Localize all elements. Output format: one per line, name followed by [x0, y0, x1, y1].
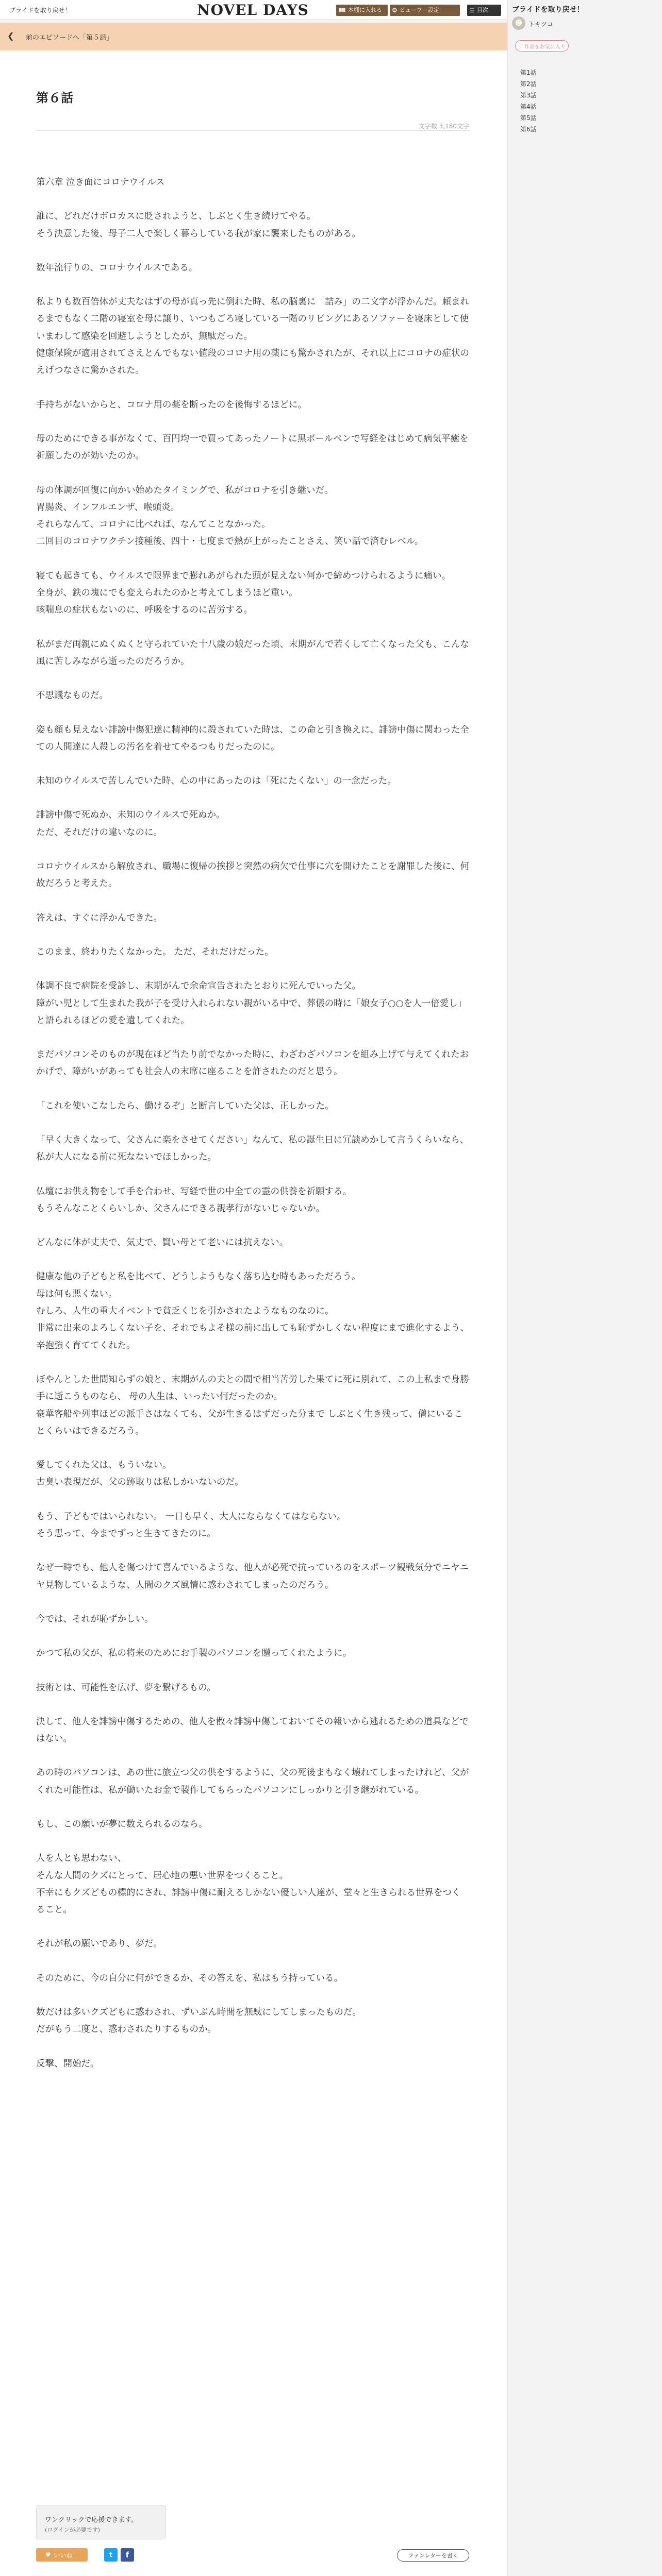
body-paragraph: 仏壇にお供え物をして手を合わせ、写経で世の中全ての霊の供養を祈願する。 もうそんなことくらいしか、父さんにできる親孝行がないじゃないか。 — [36, 1186, 352, 1214]
body-paragraph: 「これを使いこなしたら、働けるぞ」と断言していた父は、正しかった。 — [36, 1100, 334, 1111]
toc-menu-label: 目次 — [476, 7, 488, 13]
login-note: (ログインが必要です) — [45, 2527, 101, 2533]
list-icon: ☰ — [469, 7, 475, 14]
body-paragraph: このまま、終わりたくなかった。 ただ、それだけだった。 — [36, 946, 274, 957]
body-paragraph: 私よりも数百倍体が丈夫なはずの母が真っ先に倒れた時、私の脳裏に「詰み」の二文字が浮かんだ。頼まれるまでもなく二階の寝室を母に譲り、いつもごろ寝している一階のリビングにあるソファーを寝床として使いまわして感染を回避しようとしたが、無駄だった。 健康保険が適用されてさえとんでもない値段のコロナ用の薬にも驚かされたが、それ以上にコロナの症状のえげつなさに驚かされた。 — [36, 297, 469, 376]
favorite-button[interactable] — [515, 40, 569, 52]
body-paragraph: 母のためにできる事がなくて、百円均一で買ってあったノートに黒ボールペンで写経をはじめて病気平癒を祈願したのが効いたのか。 — [36, 433, 469, 462]
favorite-label: 作品をお気に入り — [524, 44, 566, 50]
episode-content — [0, 50, 507, 2576]
body-paragraph: もう、子どもではいられない。 一日も早く、大人にならなくてはならない。 そう思って、今までずっと生きてきたのに。 — [36, 1511, 346, 1539]
author-name[interactable]: トキツコ — [528, 21, 553, 28]
toc-item[interactable]: 第4話 — [520, 103, 537, 110]
body-paragraph: 「早く大きくなって、父さんに楽をさせてください」なんて、私の誕生日に冗談めかして言うくらいなら、私が大人になる前に死なないでほしかった。 — [36, 1134, 469, 1163]
book-icon: 📖 — [338, 7, 346, 14]
chevron-left-icon[interactable]: ❮ — [7, 31, 14, 41]
twitter-share-button[interactable]: t — [104, 2548, 118, 2562]
toc-menu-button[interactable] — [467, 5, 501, 16]
episode-list — [508, 67, 662, 135]
body-paragraph: 人を人とも思わない、 そんな人間のクズにとって、居心地の悪い世界をつくること。 不幸にもクズどもの標的にされ、誹謗中傷に耐えるしかない優しい人達が、堂々と生きられる世界をつくること。 — [36, 1853, 461, 1916]
body-paragraph: コロナウイルスから解放され、職場に復帰の挨拶と突然の病欠で仕事に穴を開けたことを謝罪した後に、何故だろうと考えた。 — [36, 861, 469, 889]
body-paragraph: 愛してくれた父は、もういない。 古臭い表現だが、父の跡取りは私しかいないのだ。 — [36, 1460, 244, 1488]
body-paragraph: 誹謗中傷で死ぬか、未知のウイルスで死ぬか。 ただ、それだけの違いなのに。 — [36, 810, 225, 838]
body-paragraph: 数だけは多いクズどもに惑わされ、ずいぶん時間を無駄にしてしまったものだ。 だがもう二度と、惑わされたりするものか。 — [36, 2007, 361, 2035]
title-divider — [36, 130, 469, 131]
body-paragraph: ぼやんとした世間知らずの娘と、末期がんの夫との間で相当苦労した果てに死に別れて、この上私まで身勝手に逝こうものなら、 母の人生は、いったい何だったのか。 豪華客船や列車ほどの派手さはなくても、父が生きるはずだった分まで しぶとく生き残って、僧にいることくらいはできるだろう。 — [36, 1374, 469, 1436]
toc-item[interactable]: 第1話 — [520, 69, 537, 76]
body-paragraph: なぜ一時でも、他人を傷つけて喜んでいるような、他人が必死で抗っているのをスポーツ観戦気分でニヤニヤ見物しているような、人間のクズ風情に惑わされてしまったのだろう。 — [36, 1563, 469, 1590]
body-paragraph: かつて私の父が、私の将来のためにお手製のパソコンを贈ってくれたように。 — [36, 1648, 352, 1659]
body-paragraph: それが私の願いであり、夢だ。 — [36, 1939, 162, 1950]
body-paragraph: そのために、今の自分に何ができるか、その答えを、私はもう持っている。 — [36, 1973, 343, 1984]
body-paragraph: 答えは、すぐに浮かんできた。 — [36, 912, 162, 923]
viewer-settings-button[interactable] — [390, 5, 460, 16]
facebook-share-button[interactable]: f — [121, 2548, 134, 2562]
body-paragraph: 今では、それが恥ずかしい。 — [36, 1614, 154, 1624]
body-paragraph: 誰に、どれだけボロカスに貶されようと、しぶとく生き続けてやる。 そう決意した後、母子二人で楽しく暮らしている我が家に襲来したものがある。 — [36, 211, 361, 239]
body-paragraph: 手持ちがないからと、コロナ用の薬を断ったのを後悔するほどに。 — [36, 399, 307, 410]
body-paragraph: 不思議なものだ。 — [36, 690, 108, 701]
body-paragraph: 決して、他人を誹謗中傷するための、他人を散々誹謗中傷しておいてその報いから逃れるための道具などではない。 — [36, 1716, 469, 1744]
body-paragraph: 技術とは、可能性を広げ、夢を繋げるもの。 — [36, 1682, 216, 1693]
fanletter-button[interactable]: ファンレターを書く — [397, 2549, 469, 2562]
episode-title: 第６話 — [36, 91, 73, 105]
site-header — [0, 0, 507, 20]
author-avatar[interactable]: ☻ — [512, 16, 525, 30]
header-work-title[interactable]: ブライドを取り戻せ！ — [9, 7, 71, 14]
like-label: いいね！ — [54, 2551, 79, 2559]
episode-nav-bar — [0, 23, 507, 50]
toc-item[interactable]: 第5話 — [520, 114, 537, 122]
sidebar-work-title[interactable]: ブライドを取り戻せ！ — [512, 6, 584, 14]
body-paragraph: あの時のパソコンは、あの世に旅立つ父の供をするように、父の死後まもなく壊れてしまったけれど、父がくれた可能性は、私が働いたお金で製作してもらったパソコンにしっかりと引き継がれている。 — [36, 1768, 469, 1795]
body-paragraph: 母の体調が回復に向かい始めたタイミングで、私がコロナを引き継いだ。 胃腸炎、インフルエンザ、喉頭炎。 それらなんて、コロナに比べれば、なんてことなかった。 二回目のコロナワクチン接種後、四十・七度まで熱が上がったことさえ、笑い話で済むレベル。 — [36, 485, 424, 547]
body-paragraph: 私がまだ両親にぬくぬくと守られていた十八歳の娘だった頃、末期がんで若くして亡くなった父も、こんな風に苦しみながら逝ったのだろうか。 — [36, 639, 469, 667]
body-paragraph: 寝ても起きても、ウイルスで限界まで膨れあがられた頭が見えない何かで締めつけられるように痛い。 全身が、鉄の塊にでも変えられたのかと考えてしまうほど重い。 咳喘息の症状もないのに、呼吸をするのに苦労する。 — [36, 570, 451, 616]
sidebar — [507, 0, 662, 2576]
body-paragraph: 数年流行りの、コロナウイルスである。 — [36, 262, 198, 273]
toc-item[interactable]: 第2話 — [520, 80, 537, 88]
support-text: ワンクリックで応援できます。 — [45, 2516, 138, 2524]
bookshelf-label: 本棚に入れる — [347, 7, 382, 13]
gear-icon: ⚙ — [392, 7, 398, 14]
body-paragraph: まだパソコンそのものが現在ほど当たり前でなかった時に、わざわざパソコンを組み上げて与えてくれたおかげで、障がいがあっても社会人の末席に座ることを許されたのだと思う。 — [36, 1049, 469, 1077]
body-paragraph: 第六章 泣き面にコロナウイルス — [36, 177, 165, 188]
site-logo[interactable]: NOVEL DAYS — [197, 2, 309, 19]
body-paragraph: 姿も顔も見えない誹謗中傷犯達に精神的に殺されていた時は、この命と引き換えに、誹謗中傷に関わった全ての人間達に人殺しの汚名を着せてやるつもりだったのに。 — [36, 724, 469, 752]
toc-item[interactable]: 第6話 — [520, 126, 537, 133]
body-paragraph: 体調不良で病院を受診し、末期がんで余命宣告されたとおりに死んでいった父。 障がい児として生まれた我が子を受け入れられない親がいる中で、葬儀の時に「娘女子○○を人一倍愛し」と語られるほどの愛を遺してくれた。 — [36, 981, 467, 1026]
heart-icon: ♥ — [45, 2551, 51, 2558]
support-tooltip — [36, 2505, 166, 2539]
bookshelf-button[interactable] — [336, 5, 388, 16]
char-count: 文字数 3,180文字 — [418, 123, 469, 130]
body-paragraph: 未知のウイルスで苦しんでいた時、心の中にあったのは「死にたくない」の一念だった。 — [36, 776, 396, 787]
toc-item[interactable]: 第3話 — [520, 92, 537, 99]
like-button[interactable] — [36, 2548, 88, 2562]
body-paragraph: 健康な他の子どもと私を比べて、どうしようもなく落ち込む時もあっただろう。 母は何も悪くない。 むしろ、人生の重大イベントで貧乏くじを引かされたようなものなのに。 非常に出来のよろしくない子を、それでもよそ様の前に出しても恥ずかしくない程度にまで進化するよう、辛抱強く育ててくれた。 — [36, 1272, 469, 1351]
body-paragraph: もし、この願いが夢に数えられるのなら。 — [36, 1819, 208, 1829]
body-paragraph: どんなに体が丈夫で、気丈で、賢い母とて老いには抗えない。 — [36, 1238, 289, 1248]
viewer-settings-label: ビューワー設定 — [399, 7, 439, 13]
episode-body — [36, 174, 469, 2090]
prev-episode-link[interactable]: 前のエピソードへ「第５話」 — [26, 34, 113, 42]
body-paragraph: 反撃、開始だ。 — [36, 2058, 100, 2069]
heart-icon: ♡ — [518, 43, 523, 49]
